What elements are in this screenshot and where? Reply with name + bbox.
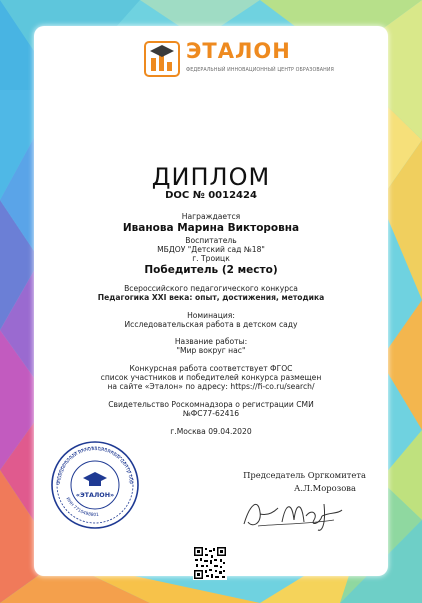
- document-number: DOC № 0012424: [165, 190, 257, 201]
- svg-text:ИНН 7710498801: [65, 496, 100, 518]
- fgos-line-1: Конкурсная работа соответствует ФГОС: [129, 364, 293, 373]
- recipient-name: Иванова Марина Викторовна: [122, 222, 300, 234]
- qr-code: [193, 546, 227, 580]
- nomination-value: Исследовательская работа в детском саду: [124, 320, 298, 329]
- fgos-line-3: на сайте «Эталон» по адресу: https://fi-co.ru/search/: [107, 382, 315, 391]
- signature-block: [236, 470, 366, 493]
- seal-ring-text: Федеральный инновационный центр обр: [55, 445, 135, 486]
- registration-line-2: №ФС77-62416: [182, 409, 240, 418]
- organization-seal-stamp: [50, 440, 140, 530]
- nomination-label: Номинация:: [187, 311, 235, 320]
- work-title-value: "Мир вокруг нас": [176, 346, 246, 355]
- recipient-city: г. Троицк: [192, 254, 230, 263]
- diploma-title: ДИПЛОМ: [151, 163, 271, 191]
- award-place: Победитель (2 место): [144, 264, 278, 276]
- contest-name: Педагогика XXI века: опыт, достижения, методика: [97, 293, 325, 302]
- contest-type: Всероссийского педагогического конкурса: [124, 284, 298, 293]
- fgos-line-2: список участников и победителей конкурса размещен: [100, 373, 322, 382]
- work-title-label: Название работы:: [174, 337, 248, 346]
- handwritten-signature: [238, 494, 348, 534]
- etalon-logo: [142, 38, 334, 82]
- recipient-organization: МБДОУ "Детский сад №18": [157, 245, 265, 254]
- logo-wordmark: ЭТАЛОН: [186, 39, 291, 63]
- seal-center-text: «ЭТАЛОН»: [75, 491, 115, 499]
- logo-subtitle: ФЕДЕРАЛЬНЫЙ ИННОВАЦИОННЫЙ ЦЕНТР ОБРАЗОВАНИЯ: [186, 68, 334, 73]
- awarded-label: Награждается: [181, 212, 241, 221]
- graduation-cap-logo-icon: [142, 38, 182, 80]
- signature-name: А.Л.Морозова: [294, 483, 356, 493]
- registration-line-1: Свидетельство Роскомнадзора о регистрации СМИ: [108, 400, 314, 409]
- signature-role: Председатель Оргкомитета: [243, 470, 366, 480]
- recipient-position: Воспитатель: [185, 236, 237, 245]
- seal-inn-text: ИНН 7710498801: [64, 496, 100, 519]
- issue-date: г.Москва 09.04.2020: [170, 427, 252, 436]
